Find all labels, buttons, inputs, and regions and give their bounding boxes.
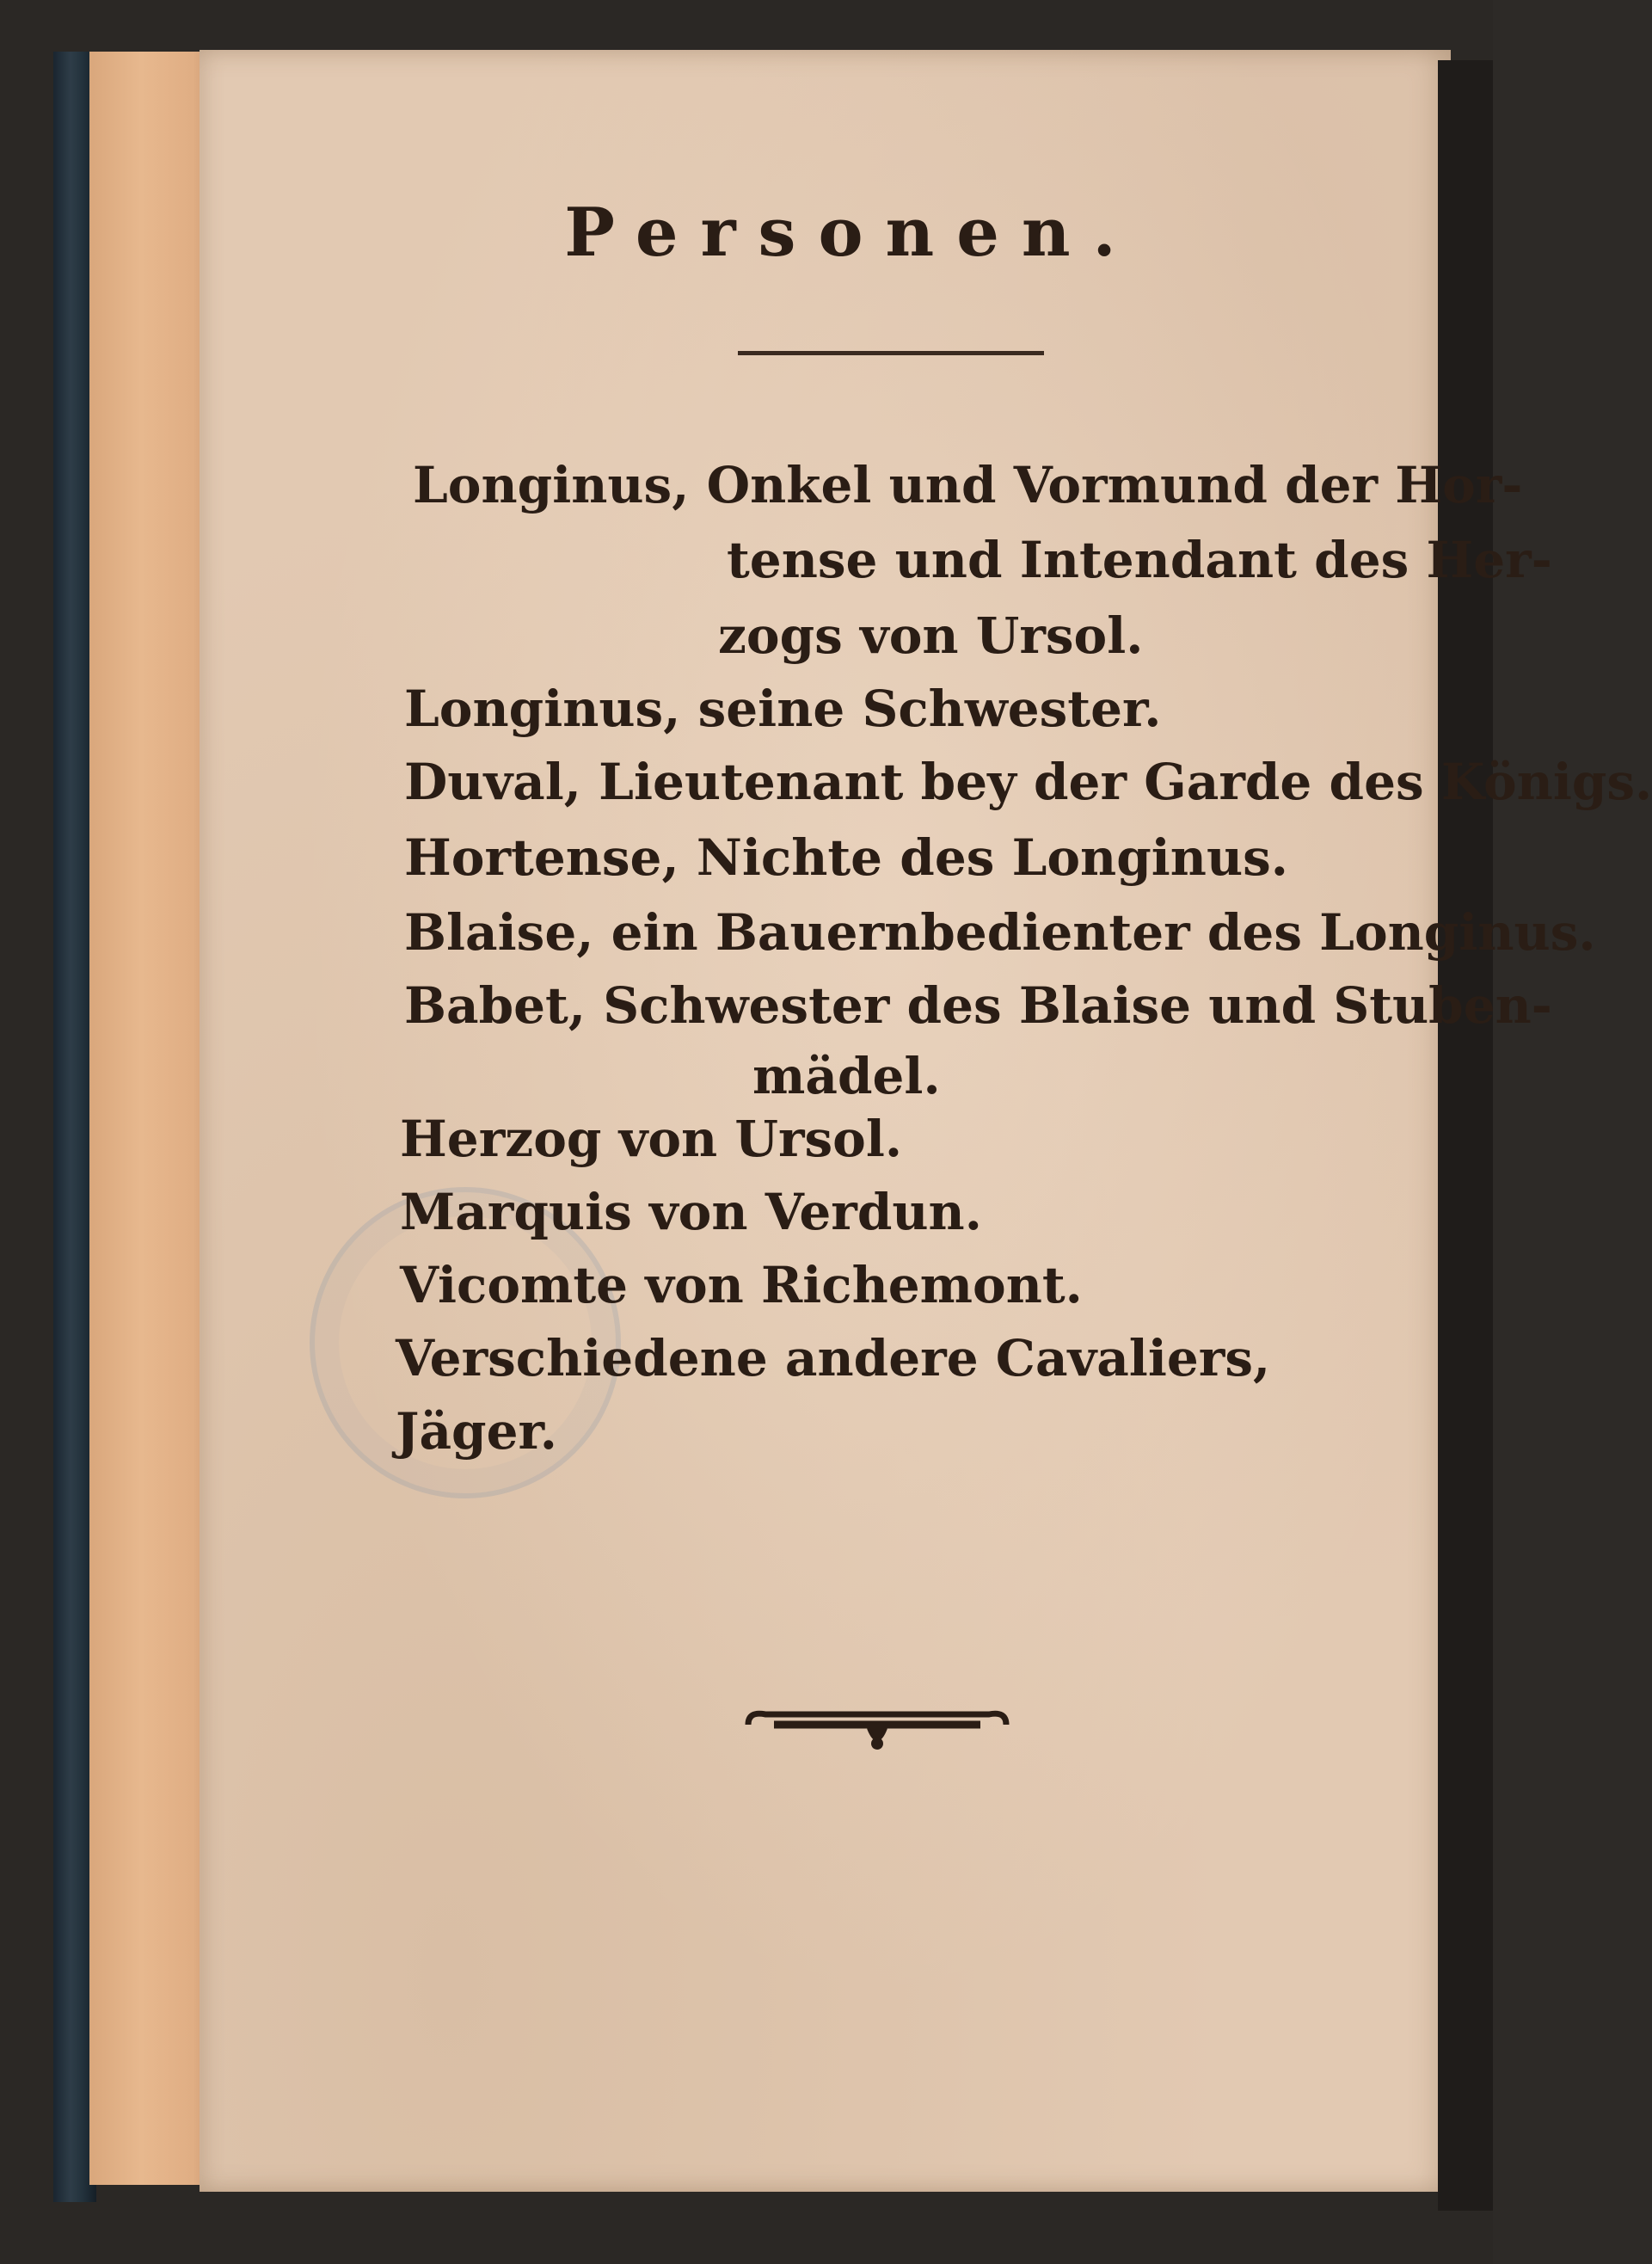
entry-longinus-line3: zogs von Ursol. [718, 606, 1144, 665]
entry-babet-line2: mädel. [752, 1047, 941, 1105]
entry-longinus-line2: tense und Intendant des Her- [727, 531, 1552, 589]
entry-hortense: Hortense, Nichte des Longinus. [404, 828, 1288, 887]
entry-blaise: Blaise, ein Bauernbedienter des Longinus. [404, 903, 1596, 962]
entry-marquis: Marquis von Verdun. [400, 1183, 982, 1241]
page-title: Personen. [564, 194, 1139, 272]
entry-herzog: Herzog von Ursol. [400, 1110, 903, 1168]
entry-jaeger: Jäger. [396, 1402, 557, 1461]
title-rule [738, 351, 1044, 355]
ornament-divider [740, 1699, 1015, 1759]
entry-longinus-sister: Longinus, seine Schwester. [404, 680, 1162, 738]
entry-cavaliers: Verschiedene andere Cavaliers, [396, 1329, 1271, 1387]
entry-vicomte: Vicomte von Richemont. [400, 1256, 1083, 1314]
entry-babet-line1: Babet, Schwester des Blaise und Stuben- [404, 976, 1552, 1035]
entry-longinus-line1: Longinus, Onkel und Vormund der Hor- [413, 456, 1523, 514]
entry-duval: Duval, Lieutenant bey der Garde des Königs. [404, 753, 1652, 811]
